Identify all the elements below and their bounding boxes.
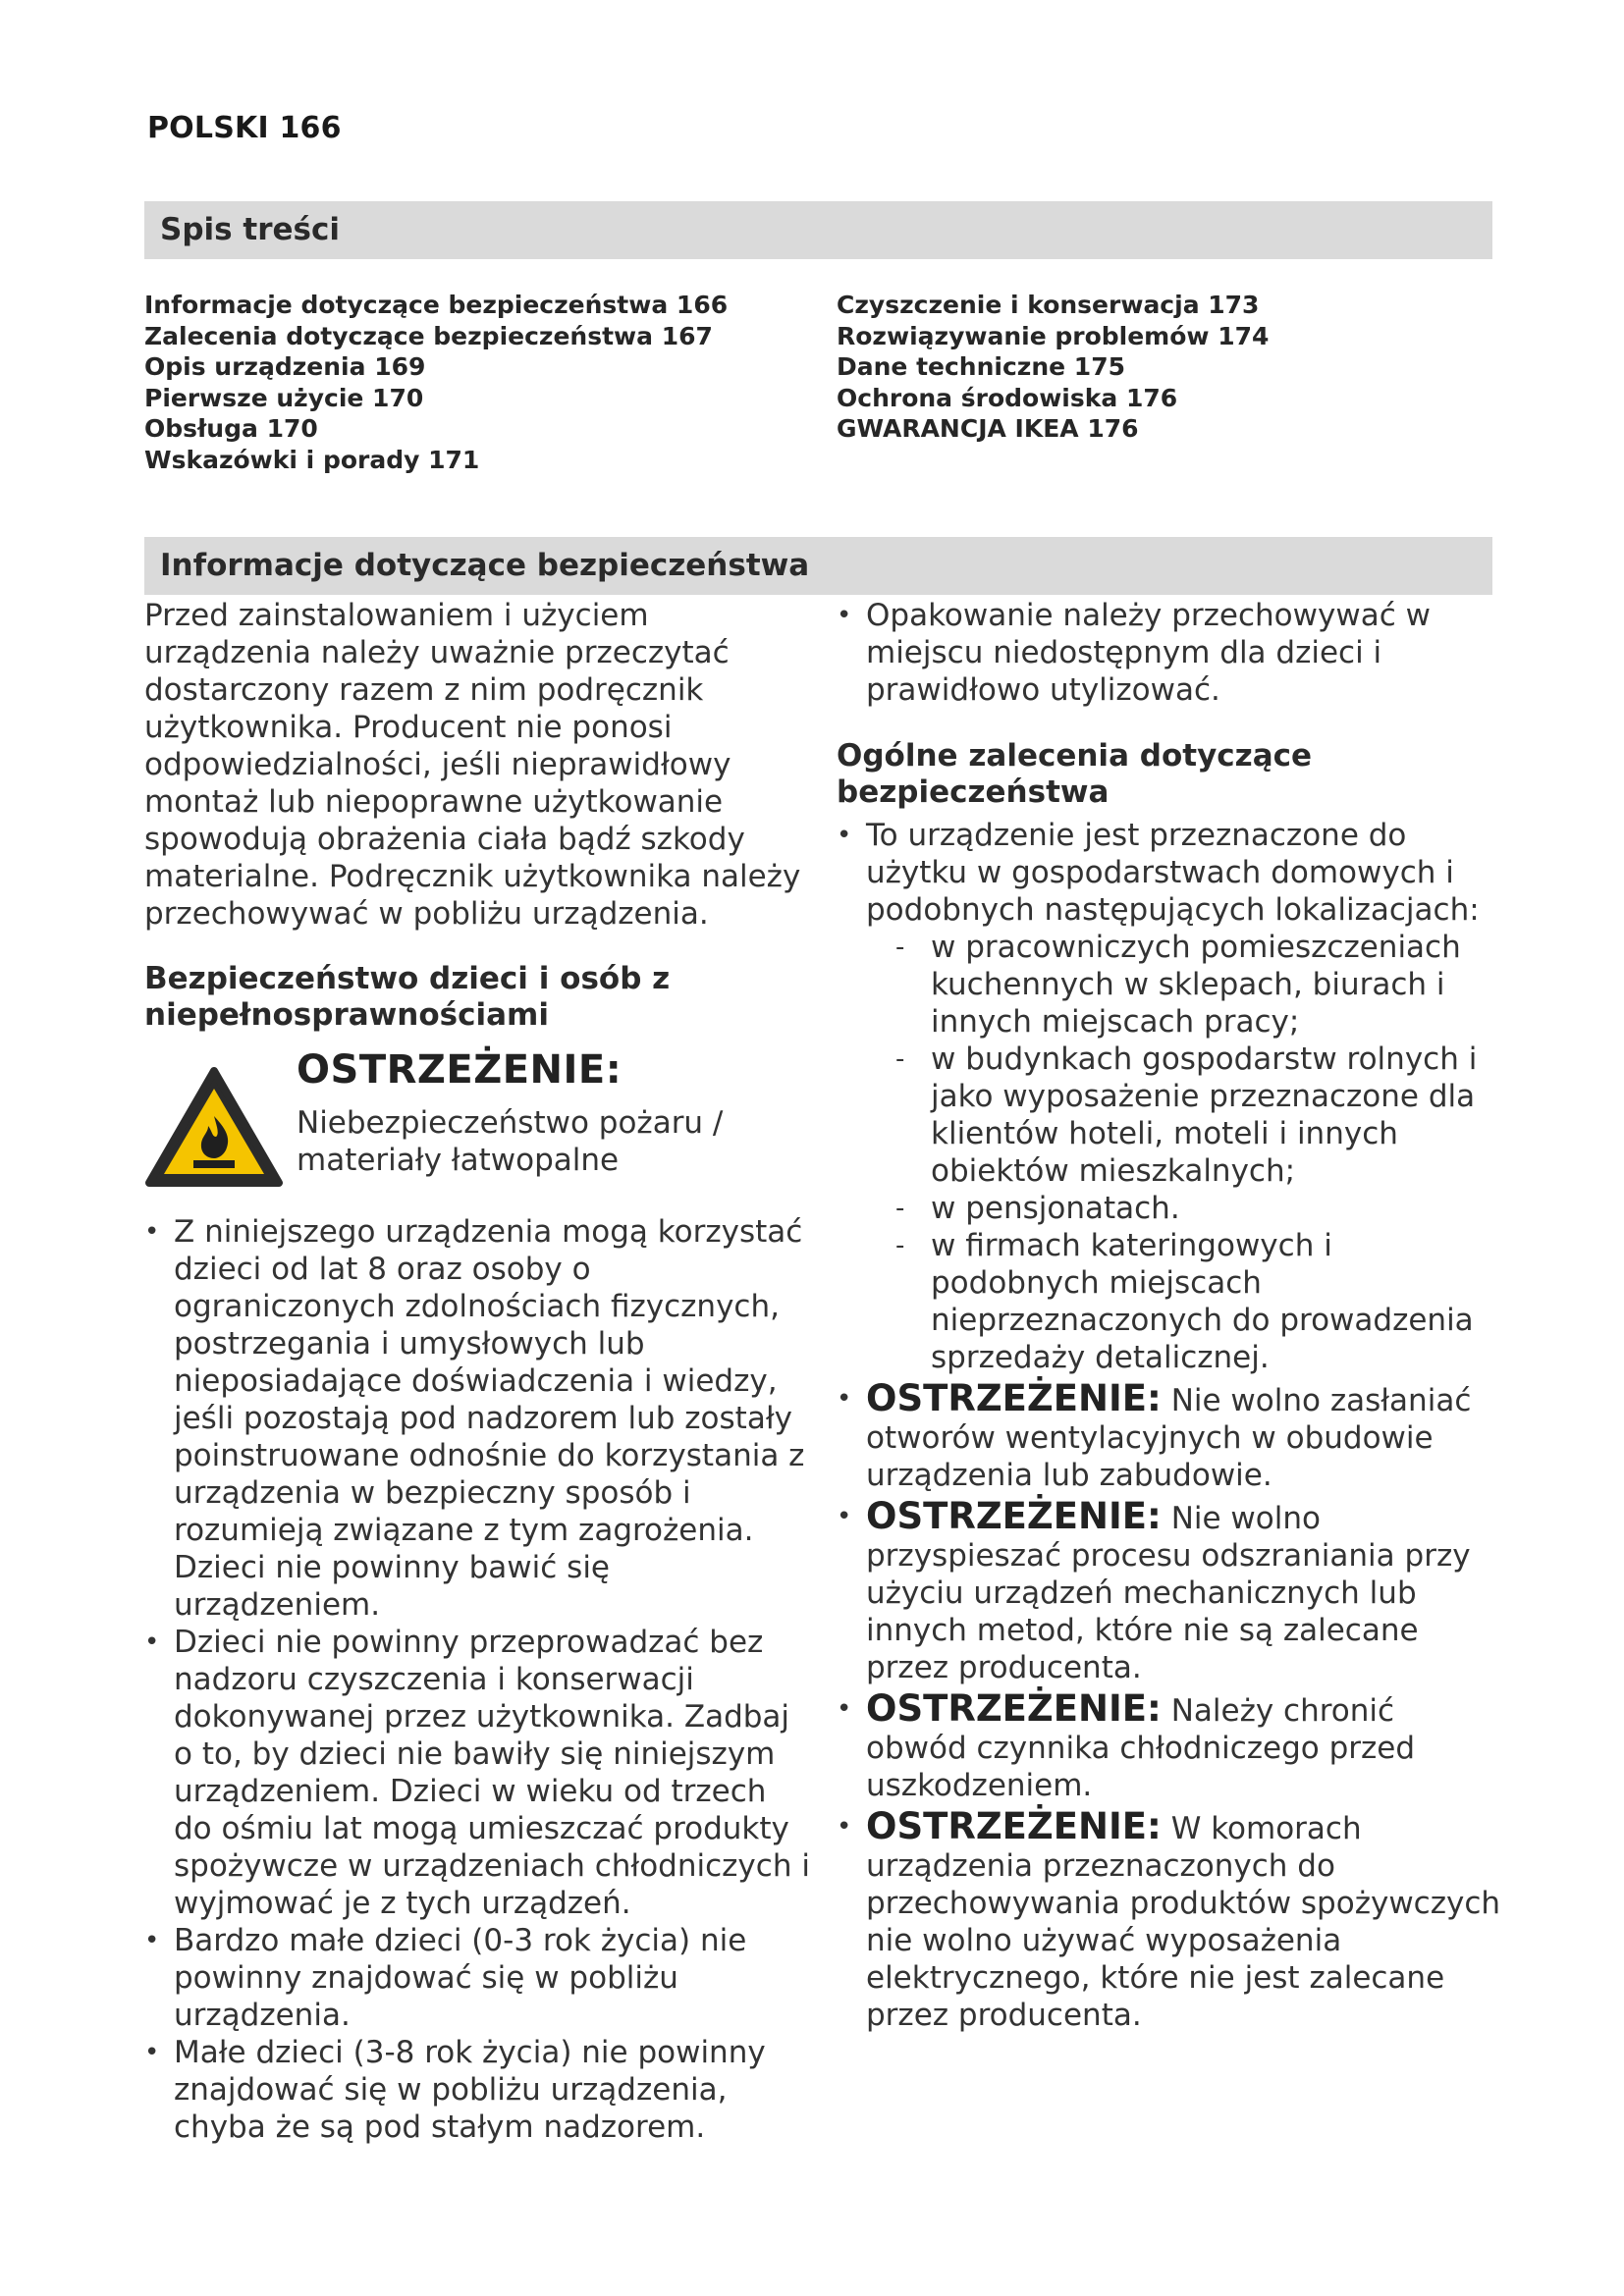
warning-label: OSTRZEŻENIE: (866, 1687, 1162, 1730)
toc-item[interactable]: Wskazówki i porady 171 (144, 445, 480, 474)
warning-title: OSTRZEŻENIE: (297, 1047, 623, 1093)
toc-item[interactable]: Obsługa 170 (144, 414, 318, 443)
warning-body: W komorach urządzenia przeznaczonych do przechowywania produktów spożywczych nie wolno używać wyposażenia elektrycznego, które nie jest zalecane przez producenta. (866, 1811, 1501, 2033)
toc-item[interactable]: Czyszczenie i konserwacja 173 (837, 291, 1260, 319)
warning-body: Nie wolno zasłaniać otworów wentylacyjnych w obudowie urządzenia lub zabudowie. (866, 1383, 1472, 1493)
toc-item[interactable]: GWARANCJA IKEA 176 (837, 414, 1139, 443)
warning-label: OSTRZEŻENIE: (866, 1377, 1162, 1419)
location-item: - w budynkach gospodarstw rolnych i jako wyposażenie przeznaczone dla klientów hoteli, moteli i innych obiektów mieszkalnych; (895, 1041, 1504, 1190)
list-item: • Z niniejszego urządzenia mogą korzystać dzieci od lat 8 oraz osoby o ograniczonych zdolnościach fizycznych, postrzegania i umysłowych lub nieposiadające doświadczenia i wiedzy, jeśli pozostają pod nadzorem lub zostały poinstruowane odnośnie do korzystania z urządzenia w bezpieczny sposób i rozumieją związane z tym zagrożenia. Dzieci nie powinny bawić się urządzeniem. (144, 1213, 812, 1624)
list-item (837, 817, 1504, 1376)
usage-intro: To urządzenie jest przeznaczone do użytku w gospodarstwach domowych i podobnych następujących lokalizacjach: (866, 818, 1480, 928)
location-item: - w firmach kateringowych i podobnych miejscach nieprzeznaczonych do prowadzenia sprzedaży detalicznej. (895, 1227, 1504, 1376)
toc-item[interactable]: Zalecenia dotyczące bezpieczeństwa 167 (144, 321, 713, 350)
toc-item[interactable]: Dane techniczne 175 (837, 352, 1125, 381)
intro-paragraph: Przed zainstalowaniem i użyciem urządzenia należy uważnie przeczytać dostarczony razem z nim podręcznik użytkownika. Producent nie ponosi odpowiedzialności, jeśli nieprawidłowy montaż lub niepoprawne użytkowanie spowodują obrażenia ciała bądź szkody materialne. Podręcznik użytkownika należy przechowywać w pobliżu urządzenia. (144, 598, 801, 932)
toc-item[interactable]: Rozwiązywanie problemów 174 (837, 321, 1270, 350)
warning-item (837, 1377, 1504, 1494)
toc-left-column (144, 290, 728, 475)
warning-item (837, 1805, 1504, 2034)
right-column (837, 597, 1504, 2034)
left-column (144, 597, 812, 2146)
toc-item[interactable]: Opis urządzenia 169 (144, 352, 426, 381)
children-safety-heading: Bezpieczeństwo dzieci i osób z niepełnosprawnościami (144, 961, 671, 1033)
packaging-list (837, 597, 1504, 709)
toc-item[interactable]: Informacje dotyczące bezpieczeństwa 166 (144, 291, 729, 319)
location-item: - w pracowniczych pomieszczeniach kuchennych w sklepach, biurach i innych miejscach pracy; (895, 929, 1504, 1041)
list-item: • Opakowanie należy przechowywać w miejscu niedostępnym dla dzieci i prawidłowo utylizować. (837, 597, 1504, 709)
warning-item (837, 1495, 1504, 1686)
general-safety-list (837, 817, 1504, 2034)
warning-label: OSTRZEŻENIE: (866, 1495, 1162, 1537)
location-list (866, 929, 1504, 1376)
children-safety-list (144, 1213, 812, 2146)
toc-right-column (837, 290, 1269, 445)
flammable-warning-icon (144, 1065, 284, 1191)
general-safety-heading: Ogólne zalecenia dotyczące bezpieczeństwa (837, 738, 1313, 810)
toc-item[interactable]: Pierwsze użycie 170 (144, 383, 424, 412)
location-item: - w pensjonatach. (895, 1190, 1504, 1227)
list-item: • Bardzo małe dzieci (0-3 rok życia) nie powinny znajdować się w pobliżu urządzenia. (144, 1922, 812, 2034)
warning-body: Należy chronić obwód czynnika chłodniczego przed uszkodzeniem. (866, 1693, 1416, 1803)
page-header: POLSKI 166 (147, 111, 342, 145)
list-item: • Dzieci nie powinny przeprowadzać bez nadzoru czyszczenia i konserwacji dokonywanej przez użytkownika. Zadbaj o to, by dzieci nie bawiły się niniejszym urządzeniem. Dzieci w wieku od trzech do ośmiu lat mogą umieszczać produkty spożywcze w urządzeniach chłodniczych i wyjmować je z tych urządzeń. (144, 1624, 812, 1922)
fire-warning (144, 1045, 812, 1178)
warning-text: Niebezpieczeństwo pożaru / materiały łatwopalne (297, 1105, 724, 1178)
list-item: • Małe dzieci (3-8 rok życia) nie powinny znajdować się w pobliżu urządzenia, chyba że są pod stałym nadzorem. (144, 2034, 812, 2146)
warning-label: OSTRZEŻENIE: (866, 1805, 1162, 1847)
safety-section-title: Informacje dotyczące bezpieczeństwa (144, 537, 1492, 595)
warning-item (837, 1687, 1504, 1804)
warning-body: Nie wolno przyspieszać procesu odszraniania przy użyciu urządzeń mechanicznych lub innych metod, które nie są zalecane przez producenta. (866, 1501, 1471, 1685)
toc-title: Spis treści (144, 201, 1492, 259)
toc-item[interactable]: Ochrona środowiska 176 (837, 383, 1178, 412)
